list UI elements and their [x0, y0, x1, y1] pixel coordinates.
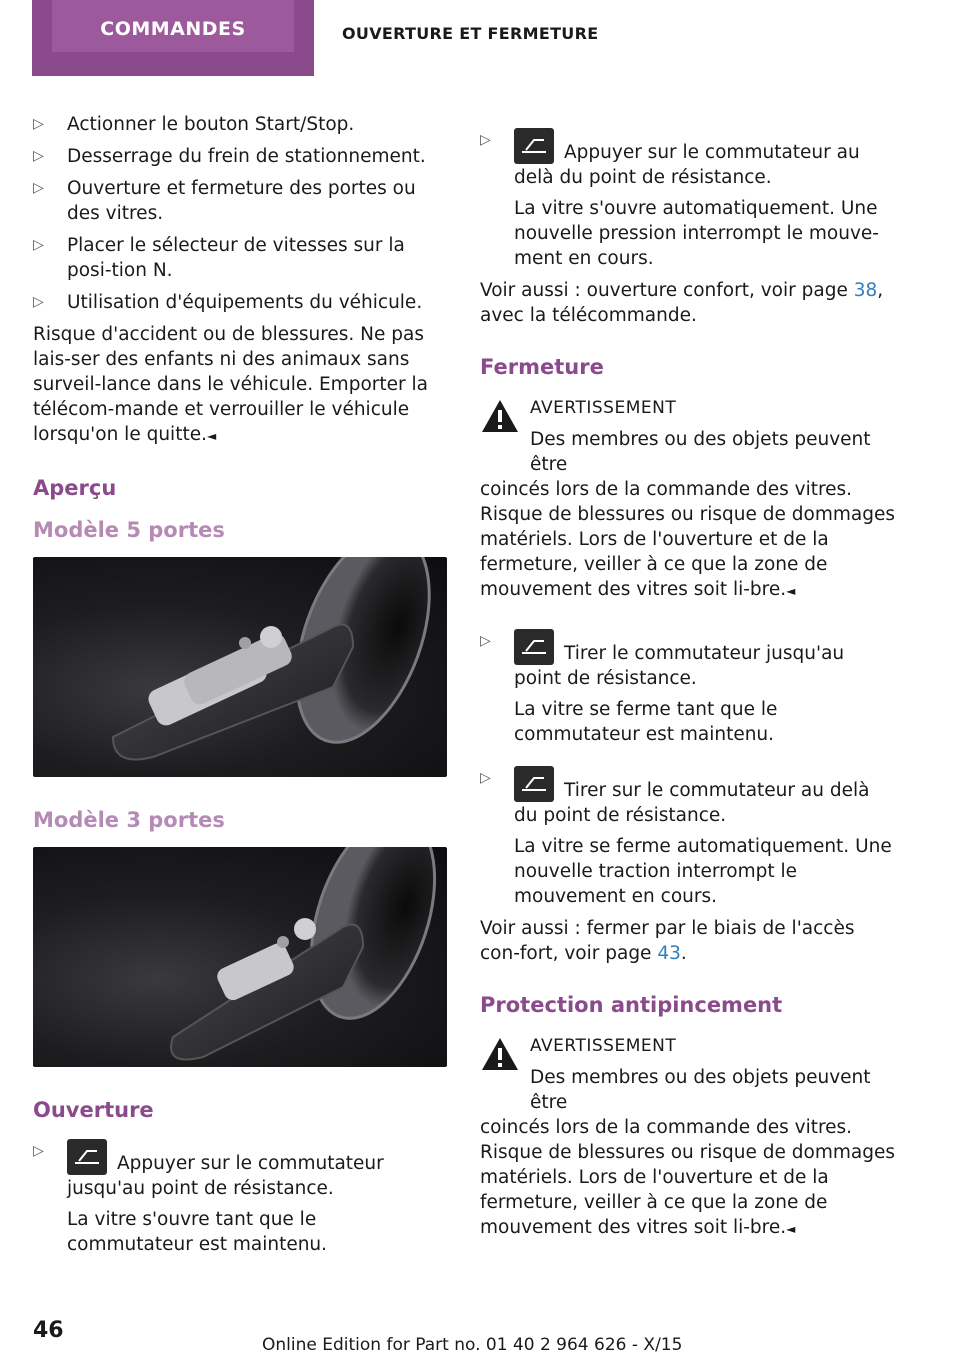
warning-text: [480, 1115, 896, 1242]
window-switch-icon: [514, 766, 554, 802]
end-mark-icon: ◄: [786, 1222, 796, 1236]
bullet-icon: ▷: [33, 116, 44, 132]
risk-text: Risque d'accident ou de blessures. Ne pas lais-ser des enfants ni des animaux sans surveil-lance dans le véhicule. Emporter la télécom-mande et verrouiller le véhicule lorsqu'on le quitte.: [33, 324, 428, 445]
list-item: [33, 144, 447, 169]
window-switch-icon: [67, 1139, 107, 1175]
list-item-text: Tirer le commutateur jusqu'au point de résistance.: [514, 643, 845, 689]
list-item-text: Appuyer sur le commutateur au delà du point de résistance.: [514, 142, 860, 188]
list-item: [33, 1139, 447, 1257]
footer-edition: Online Edition for Part no. 01 40 2 964 626 - X/15: [262, 1335, 683, 1355]
warning-body: coincés lors de la commande des vitres. Risque de blessures ou risque de dommages matériels. Lors de l'ouverture et de la fermeture, veiller à ce que la zone de mouvement des vitres soit li-bre.: [480, 1117, 895, 1238]
list-item: [33, 290, 447, 315]
list-item-detail: La vitre s'ouvre tant que le commutateur est maintenu.: [67, 1209, 328, 1255]
section-tab: [32, 0, 314, 76]
warning-block: [480, 1034, 896, 1115]
end-mark-icon: ◄: [206, 429, 217, 443]
see-also-text: , avec la télécommande.: [480, 280, 884, 326]
list-item-detail: La vitre se ferme automatiquement. Une nouvelle traction interrompt le mouvement en cours.: [514, 836, 892, 907]
page-header: [0, 0, 960, 76]
subheading-5-doors: Modèle 5 portes: [33, 518, 225, 542]
bullet-icon: ▷: [480, 770, 491, 786]
left-column: [33, 112, 447, 1264]
list-item-detail: La vitre se ferme tant que le commutateur est maintenu.: [514, 699, 778, 745]
warning-first-line: Des membres ou des objets peuvent être: [530, 429, 871, 475]
see-also-text: .: [680, 943, 687, 964]
bullet-icon: ▷: [480, 633, 491, 649]
bullet-icon: ▷: [33, 180, 44, 196]
window-switch-icon: [514, 128, 554, 164]
warning-first-line: Des membres ou des objets peuvent être: [530, 1067, 871, 1113]
list-item-text: Placer le sélecteur de vitesses sur la posi-tion N.: [67, 235, 405, 281]
list-item-text: Desserrage du frein de stationnement.: [67, 146, 426, 167]
bullet-icon: ▷: [480, 132, 491, 148]
bullet-icon: ▷: [33, 1143, 44, 1159]
page-link-38[interactable]: 38: [853, 280, 878, 301]
list-item-text: Actionner le bouton Start/Stop.: [67, 114, 355, 135]
warning-icon: [480, 398, 520, 434]
list-item-text: Ouverture et fermeture des portes ou des vitres.: [67, 178, 416, 224]
warning-text: [480, 477, 896, 604]
bullet-icon: ▷: [33, 148, 44, 164]
chapter-title: OUVERTURE ET FERMETURE: [342, 24, 599, 43]
page-link-43[interactable]: 43: [657, 943, 681, 964]
bullet-icon: ▷: [33, 237, 44, 253]
list-item: [33, 176, 447, 226]
section-tab-label: COMMANDES: [100, 18, 246, 40]
heading-apercu: Aperçu: [33, 476, 117, 500]
window-switch-icon: [514, 629, 554, 665]
list-item: [480, 629, 896, 747]
see-also-text: Voir aussi : ouverture confort, voir page: [480, 280, 854, 301]
photo-5-door-switches: [33, 557, 447, 777]
door-panel-3-illustration: [33, 847, 447, 1067]
list-item-text: Tirer sur le commutateur au delà du point de résistance.: [514, 780, 870, 826]
list-item-text: Appuyer sur le commutateur jusqu'au point de résistance.: [67, 1153, 384, 1199]
see-also-paragraph: [480, 278, 896, 328]
photo-3-door-switches: [33, 847, 447, 1067]
bullet-icon: ▷: [33, 294, 44, 310]
risk-paragraph: [33, 322, 447, 449]
warning-title: AVERTISSEMENT: [530, 398, 677, 418]
list-item: [480, 766, 896, 909]
list-item-detail: La vitre s'ouvre automatiquement. Une nouvelle pression interrompt le mouve-ment en cours.: [514, 198, 879, 269]
see-also-paragraph: [480, 916, 896, 966]
list-item: [33, 112, 447, 137]
list-item: [480, 128, 896, 271]
see-also-text: Voir aussi : fermer par le biais de l'accès con-fort, voir page: [480, 918, 855, 964]
heading-protection: Protection antipincement: [480, 993, 783, 1017]
right-column: [480, 128, 896, 1249]
warning-icon: [480, 1036, 520, 1072]
list-item-text: Utilisation d'équipements du véhicule.: [67, 292, 423, 313]
warning-body: coincés lors de la commande des vitres. Risque de blessures ou risque de dommages matériels. Lors de l'ouverture et de la fermeture, veiller à ce que la zone de mouvement des vitres soit li-bre.: [480, 479, 895, 600]
page-number: 46: [33, 1318, 64, 1343]
end-mark-icon: ◄: [786, 584, 796, 598]
door-panel-5-illustration: [33, 557, 447, 777]
list-item: [33, 233, 447, 283]
heading-fermeture: Fermeture: [480, 355, 604, 379]
subheading-3-doors: Modèle 3 portes: [33, 808, 225, 832]
warning-title: AVERTISSEMENT: [530, 1036, 677, 1056]
warning-block: [480, 396, 896, 477]
heading-ouverture: Ouverture: [33, 1098, 154, 1122]
